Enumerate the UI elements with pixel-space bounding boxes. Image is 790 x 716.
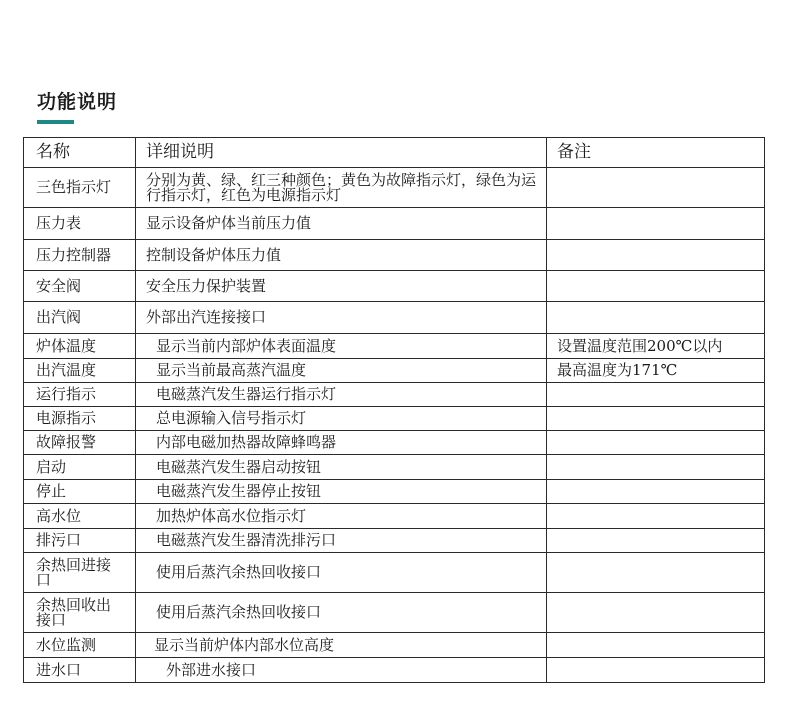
cell-detail: 控制设备炉体压力值	[136, 240, 547, 271]
cell-detail: 使用后蒸汽余热回收接口	[136, 593, 547, 633]
cell-detail: 外部出汽连接接口	[136, 302, 547, 334]
cell-name: 安全阀	[24, 271, 136, 302]
cell-name: 高水位	[24, 504, 136, 529]
cell-name: 启动	[24, 455, 136, 480]
cell-note	[547, 504, 765, 529]
cell-detail: 使用后蒸汽余热回收接口	[136, 553, 547, 593]
cell-detail: 安全压力保护装置	[136, 271, 547, 302]
cell-note	[547, 407, 765, 431]
table-row	[24, 383, 765, 407]
table-row	[24, 208, 765, 240]
cell-name: 停止	[24, 480, 136, 504]
cell-note	[547, 383, 765, 407]
table-row	[24, 658, 765, 683]
cell-note	[547, 431, 765, 455]
cell-note	[547, 553, 765, 593]
table-row	[24, 168, 765, 208]
cell-note	[547, 240, 765, 271]
cell-detail: 内部电磁加热器故障蜂鸣器	[136, 431, 547, 455]
table-row	[24, 240, 765, 271]
cell-detail: 电磁蒸汽发生器运行指示灯	[136, 383, 547, 407]
cell-note	[547, 593, 765, 633]
table-row	[24, 407, 765, 431]
cell-note	[547, 633, 765, 658]
cell-name: 余热回收出接口	[24, 593, 136, 633]
cell-name: 出汽温度	[24, 359, 136, 383]
cell-name: 余热回进接口	[24, 553, 136, 593]
function-table	[23, 137, 765, 683]
table-row	[24, 633, 765, 658]
table-row	[24, 480, 765, 504]
cell-detail: 显示当前最高蒸汽温度	[136, 359, 547, 383]
cell-note	[547, 302, 765, 334]
cell-name: 排污口	[24, 529, 136, 553]
cell-name: 炉体温度	[24, 334, 136, 359]
cell-note	[547, 658, 765, 683]
cell-name: 水位监测	[24, 633, 136, 658]
header-note: 备注	[547, 138, 765, 168]
header-name: 名称	[24, 138, 136, 168]
table-row	[24, 359, 765, 383]
table-row	[24, 529, 765, 553]
table-row	[24, 271, 765, 302]
cell-detail: 显示设备炉体当前压力值	[136, 208, 547, 240]
table-row	[24, 455, 765, 480]
cell-detail: 电磁蒸汽发生器停止按钮	[136, 480, 547, 504]
title-underline-accent	[37, 120, 74, 124]
cell-detail: 显示当前内部炉体表面温度	[136, 334, 547, 359]
table-header-row	[24, 138, 765, 168]
cell-note	[547, 529, 765, 553]
cell-name: 出汽阀	[24, 302, 136, 334]
cell-note	[547, 480, 765, 504]
table-row	[24, 593, 765, 633]
table-row	[24, 302, 765, 334]
table-row	[24, 504, 765, 529]
cell-name: 故障报警	[24, 431, 136, 455]
table-row	[24, 431, 765, 455]
cell-detail: 外部进水接口	[136, 658, 547, 683]
cell-name: 运行指示	[24, 383, 136, 407]
cell-name: 压力控制器	[24, 240, 136, 271]
cell-note	[547, 455, 765, 480]
cell-detail: 总电源输入信号指示灯	[136, 407, 547, 431]
cell-name: 进水口	[24, 658, 136, 683]
header-detail: 详细说明	[136, 138, 547, 168]
cell-detail: 显示当前炉体内部水位高度	[136, 633, 547, 658]
cell-name: 三色指示灯	[24, 168, 136, 208]
cell-note	[547, 168, 765, 208]
cell-detail: 电磁蒸汽发生器清洗排污口	[136, 529, 547, 553]
cell-note	[547, 208, 765, 240]
cell-note: 设置温度范围200℃以内	[547, 334, 765, 359]
cell-detail: 分别为黄、绿、红三种颜色；黄色为故障指示灯，绿色为运行指示灯，红色为电源指示灯	[136, 168, 547, 208]
cell-note: 最高温度为171℃	[547, 359, 765, 383]
cell-detail: 加热炉体高水位指示灯	[136, 504, 547, 529]
cell-name: 压力表	[24, 208, 136, 240]
cell-name: 电源指示	[24, 407, 136, 431]
cell-note	[547, 271, 765, 302]
cell-detail: 电磁蒸汽发生器启动按钮	[136, 455, 547, 480]
section-title: 功能说明	[37, 91, 118, 113]
table-row	[24, 553, 765, 593]
table-row	[24, 334, 765, 359]
